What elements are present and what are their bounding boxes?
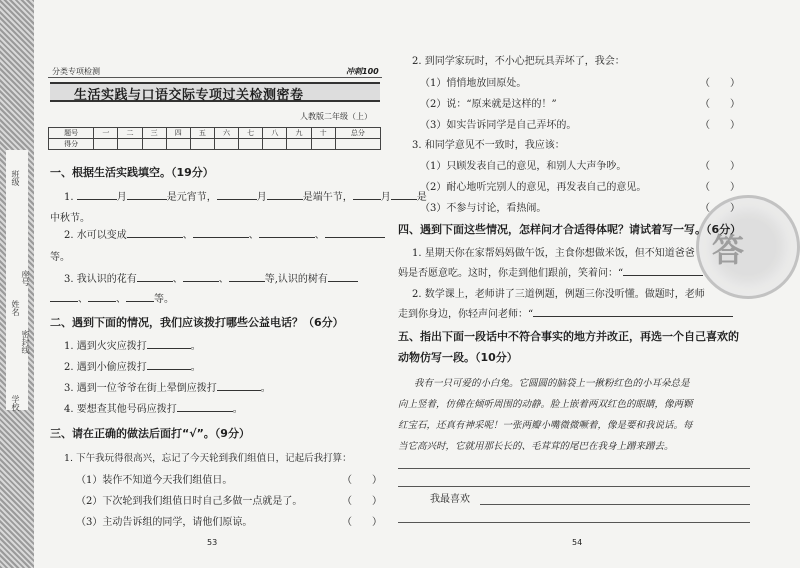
binding-label-school: 学校: [11, 395, 20, 411]
binding-label-seat: 座号: [21, 270, 30, 286]
score-cell: 三: [142, 128, 166, 139]
answer-blank[interactable]: [623, 275, 703, 276]
section-4-heading: 四、遇到下面这些情况，怎样问才合适得体呢？请试着写一写。（6分）: [398, 223, 742, 236]
passage-line: 我有一只可爱的小白兔。它圆圆的脑袋上一揪粉红色的小耳朵总是: [414, 378, 690, 389]
s1-q3-cont: 、 、 等。: [50, 290, 174, 305]
page-number-left: 53: [207, 538, 218, 547]
s1-q3-text: 等。: [154, 294, 174, 305]
answer-blank[interactable]: [50, 301, 78, 302]
r-q3-opt: （2）耐心地听完别人的意见，再发表自己的意见。: [420, 182, 647, 193]
score-cell: 二: [118, 128, 142, 139]
score-table: [48, 127, 381, 150]
my-favorite-prompt: 我最喜欢: [430, 494, 470, 505]
s2-item: 2. 遇到小偷应拨打 。: [64, 362, 201, 373]
s1-q3-text: 3. 我认识的花有: [64, 274, 137, 285]
page-title: 生活实践与口语交际专项过关检测密卷: [74, 88, 304, 103]
s1-q1-text: 月: [380, 192, 391, 203]
s1-q1-text: 是端午节，: [302, 192, 353, 203]
s2-item: 4. 要想查其他号码应拨打 。: [64, 404, 243, 415]
score-cell: 七: [239, 128, 263, 139]
section-5-heading-line2: 动物仿写一段。（10分）: [398, 351, 518, 364]
s1-q1-text: 是元宵节，: [166, 192, 217, 203]
s1-q3-text: 等,认识的树有: [264, 274, 328, 285]
passage-line: 当它高兴时，它就用那长长的、毛茸茸的尾巴在我身上蹭来蹭去。: [398, 441, 674, 452]
score-input-cell[interactable]: [94, 139, 118, 150]
exam-seal-stamp-text: 答: [712, 231, 745, 269]
r-q3-opt: （1）只顾发表自己的意见，和别人大声争吵。: [420, 161, 627, 172]
score-table-score-row: [49, 139, 381, 150]
s1-q1-text: 月: [256, 192, 267, 203]
score-input-cell[interactable]: [311, 139, 335, 150]
s3-opt: （3）主动告诉组的同学，请他们原谅。: [76, 517, 253, 528]
s4-q2-line2: [398, 305, 733, 320]
s1-q1: [64, 188, 427, 203]
answer-blank[interactable]: [127, 237, 183, 238]
answer-blank[interactable]: [259, 237, 315, 238]
score-input-cell[interactable]: [118, 139, 142, 150]
score-cell: 题号: [49, 128, 94, 139]
r-q2-opt: （1）悄悄地放回原处。: [420, 78, 527, 89]
s1-q2: 2. 水可以变成 、 、 、: [64, 226, 385, 241]
answer-blank[interactable]: [325, 237, 385, 238]
writing-line[interactable]: [398, 486, 750, 487]
answer-blank[interactable]: [77, 199, 117, 200]
answer-blank[interactable]: [328, 281, 358, 282]
edition-label: 人教版二年级（上）: [300, 112, 372, 121]
score-cell: 得分: [49, 139, 94, 150]
binding-label-class: 班级: [11, 170, 20, 186]
binding-label-seal: 密封线: [21, 330, 30, 354]
s2-item-text: 3. 遇到一位爷爷在街上晕倒应拨打: [64, 383, 217, 394]
s3-opt: （2）下次轮到我们组值日时自己多做一点就是了。: [76, 496, 303, 507]
score-input-cell[interactable]: [190, 139, 214, 150]
writing-line[interactable]: [398, 522, 750, 523]
s2-item: 1. 遇到火灾应拨打 。: [64, 341, 201, 352]
score-cell: 五: [190, 128, 214, 139]
answer-blank[interactable]: [147, 369, 191, 370]
score-cell: 九: [287, 128, 311, 139]
s3-opt: （1）装作不知道今天我们组值日。: [76, 475, 233, 486]
score-input-cell[interactable]: [287, 139, 311, 150]
s1-q1-cont: 中秋节。: [50, 213, 90, 224]
passage-line: 红宝石，还真有神采呢！一张两瓣小嘴微微噘着，像是要和我说话。每: [398, 420, 693, 431]
score-input-cell[interactable]: [142, 139, 166, 150]
score-cell: 八: [263, 128, 287, 139]
answer-blank[interactable]: [126, 301, 154, 302]
answer-blank[interactable]: [127, 199, 167, 200]
answer-blank[interactable]: [177, 411, 233, 412]
section-3-heading: 三、请在正确的做法后面打“√”。（9分）: [50, 427, 250, 440]
score-table-header-row: [49, 128, 381, 139]
s1-q2-text: 2. 水可以变成: [64, 230, 127, 241]
score-cell: 四: [166, 128, 190, 139]
answer-blank[interactable]: [533, 316, 733, 317]
answer-blank[interactable]: [88, 301, 116, 302]
answer-paren[interactable]: （ ）: [700, 78, 740, 89]
answer-paren[interactable]: （ ）: [700, 120, 740, 131]
r-q3: 3. 和同学意见不一致时，我应该：: [412, 140, 565, 151]
s4-q1-line2: [398, 264, 703, 279]
answer-blank[interactable]: [353, 199, 381, 200]
score-input-cell[interactable]: [335, 139, 380, 150]
s1-q1-text: 月: [116, 192, 127, 203]
score-cell: 十: [311, 128, 335, 139]
answer-blank[interactable]: [217, 390, 261, 391]
answer-paren[interactable]: （ ）: [342, 475, 382, 486]
score-input-cell[interactable]: [239, 139, 263, 150]
answer-paren[interactable]: （ ）: [700, 182, 740, 193]
s4-q2-line1: 2. 数学课上，老师讲了三道例题，例题三你没听懂。做题时，老师: [412, 289, 705, 300]
s1-q1-num: 1.: [64, 192, 74, 203]
writing-line[interactable]: [480, 504, 750, 505]
s3-q1: 1. 下午我玩得很高兴，忘记了今天轮到我们组值日，记起后我打算：: [64, 453, 352, 464]
passage-line: 向上竖着，仿佛在倾听周围的动静。脸上嵌着两双红色的眼睛，像两颗: [398, 399, 693, 410]
brand-label: 冲刺100: [346, 67, 379, 76]
section-1-heading: 一、根据生活实践填空。（19分）: [50, 166, 214, 179]
s4-q2-text: 走到你身边，你轻声问老师：“: [398, 309, 534, 320]
answer-blank[interactable]: [267, 199, 303, 200]
answer-blank[interactable]: [229, 281, 265, 282]
score-input-cell[interactable]: [214, 139, 238, 150]
answer-blank[interactable]: [193, 237, 249, 238]
series-label: 分类专项检测: [52, 67, 100, 76]
s2-item-text: 4. 要想查其他号码应拨打: [64, 404, 177, 415]
answer-blank[interactable]: [391, 199, 417, 200]
answer-blank[interactable]: [137, 281, 173, 282]
s2-item-text: 1. 遇到火灾应拨打: [64, 341, 147, 352]
r-q2: 2. 到同学家玩时，不小心把玩具弄坏了，我会：: [412, 56, 625, 67]
answer-blank[interactable]: [183, 281, 219, 282]
section-2-heading: 二、遇到下面的情况，我们应该拨打哪些公益电话？（6分）: [50, 316, 344, 329]
answer-blank[interactable]: [147, 348, 191, 349]
page-number-right: 54: [572, 538, 583, 547]
score-cell: 六: [214, 128, 238, 139]
answer-paren[interactable]: （ ）: [700, 161, 740, 172]
s2-item: 3. 遇到一位爷爷在街上晕倒应拨打 。: [64, 383, 271, 394]
answer-paren[interactable]: （ ）: [342, 517, 382, 528]
answer-paren[interactable]: （ ）: [700, 203, 740, 214]
s4-q1-line1: 1. 星期天你在家帮妈妈做午饭，主食你想做米饭，但不知道爸爸: [412, 248, 695, 259]
r-q2-opt: （3）如实告诉同学是自己弄坏的。: [420, 120, 577, 131]
r-q3-opt: （3）不参与讨论，看热闹。: [420, 203, 547, 214]
section-5-heading-line1: 五、指出下面一段话中不符合事实的地方并改正，再选一个自己喜欢的: [398, 330, 739, 343]
writing-line[interactable]: [398, 468, 750, 469]
answer-paren[interactable]: （ ）: [700, 99, 740, 110]
s1-q1-text: 是: [416, 192, 427, 203]
answer-blank[interactable]: [217, 199, 257, 200]
s1-q2-cont: 等。: [50, 252, 70, 263]
score-input-cell[interactable]: [263, 139, 287, 150]
score-cell: 一: [94, 128, 118, 139]
score-input-cell[interactable]: [166, 139, 190, 150]
s1-q3: 3. 我认识的花有 、 、 等,认识的树有: [64, 270, 358, 285]
s2-item-text: 2. 遇到小偷应拨打: [64, 362, 147, 373]
s4-q1-text: 妈是否愿意吃。这时，你走到他们跟前，笑着问：“: [398, 268, 624, 279]
score-cell: 总分: [335, 128, 380, 139]
binding-label-name: 姓名: [11, 300, 20, 316]
r-q2-opt: （2）说：“原来就是这样的！”: [420, 99, 557, 110]
header-rule: [48, 77, 382, 78]
answer-paren[interactable]: （ ）: [342, 496, 382, 507]
